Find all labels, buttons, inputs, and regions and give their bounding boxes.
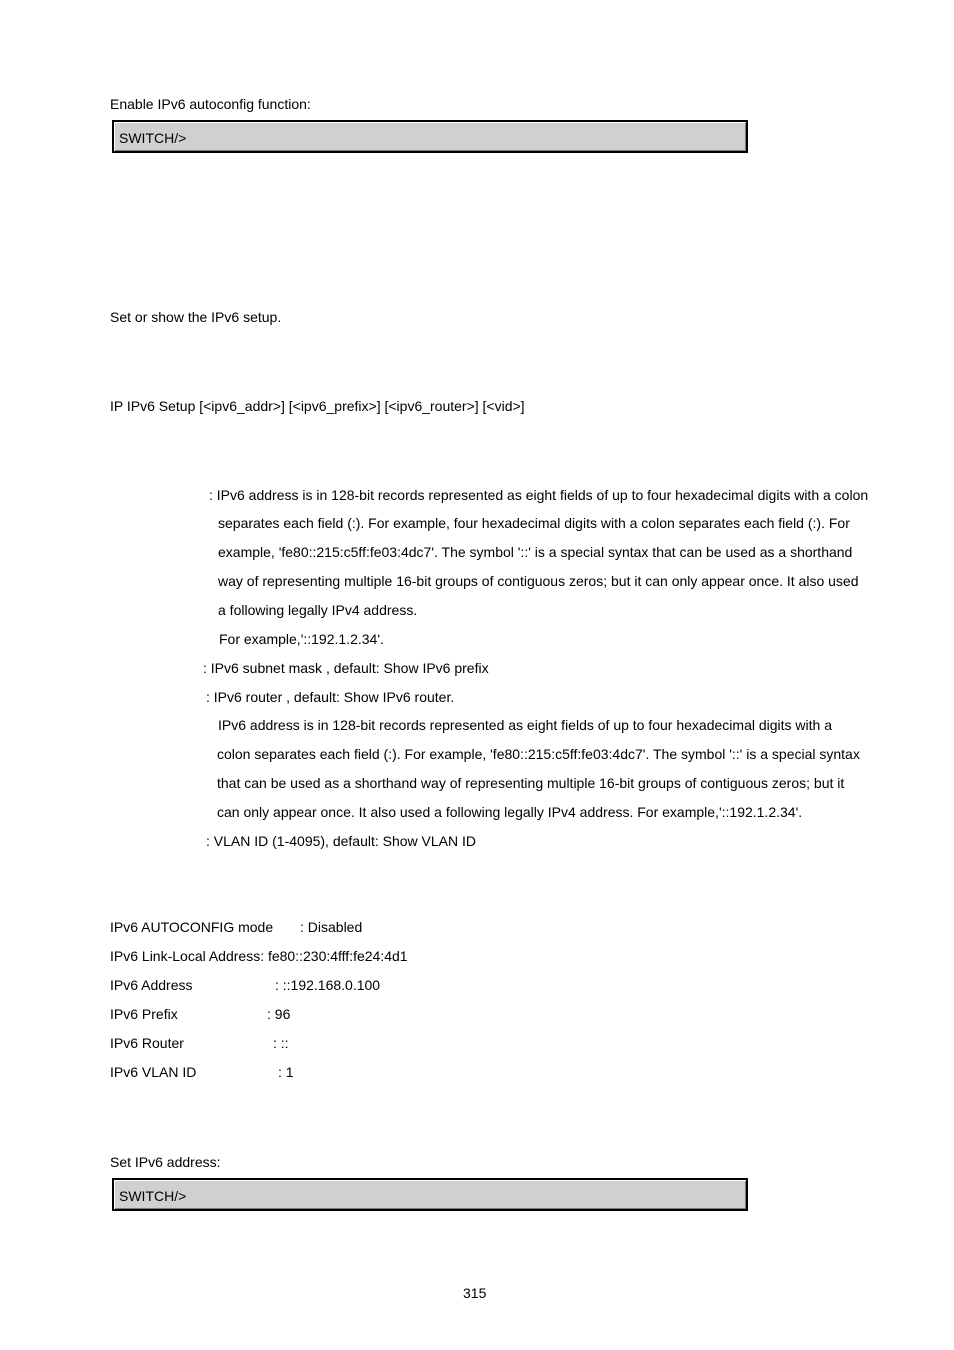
param-router-line: IPv6 address is in 128-bit records represented as eight fields of up to four hexadecimal digits with a xyxy=(218,717,832,733)
enable-autoconfig-heading: Enable IPv6 autoconfig function: xyxy=(110,96,311,112)
param-router-line: can only appear once. It also used a following legally IPv4 address. For example,'::192.1.2.34'. xyxy=(217,804,803,820)
output-value: : ::192.168.0.100 xyxy=(275,977,381,993)
syntax-text: IP IPv6 Setup [<ipv6_addr>] [<ipv6_prefix>] [<ipv6_router>] [<vid>] xyxy=(110,398,525,414)
command-prompt: SWITCH/> xyxy=(119,1188,187,1204)
command-box-enable xyxy=(112,120,748,153)
param-addr-line: way of representing multiple 16-bit groups of contiguous zeros; but it can only appear once. It also used xyxy=(218,573,859,589)
page-number: 315 xyxy=(463,1285,487,1301)
output-label: IPv6 Link-Local Address: fe80::230:4fff:fe24:4d1 xyxy=(110,948,408,964)
output-value: : 96 xyxy=(267,1006,291,1022)
output-value: : :: xyxy=(273,1035,289,1051)
param-addr-line: For example,'::192.1.2.34'. xyxy=(219,631,384,647)
param-addr-line: a following legally IPv4 address. xyxy=(218,602,418,618)
param-router-line: colon separates each field (:). For example, 'fe80::215:c5ff:fe03:4dc7'. The symbol '::' is a special syntax xyxy=(217,746,860,762)
set-address-heading: Set IPv6 address: xyxy=(110,1154,221,1170)
param-prefix: : IPv6 subnet mask , default: Show IPv6 prefix xyxy=(203,660,489,676)
param-addr-line: separates each field (:). For example, four hexadecimal digits with a colon separates each field (:). For xyxy=(218,515,850,531)
output-label: IPv6 Address xyxy=(110,977,193,993)
param-addr-line: example, 'fe80::215:c5ff:fe03:4dc7'. The symbol '::' is a special syntax that can be used as a shorthand xyxy=(218,544,853,560)
command-box-set xyxy=(112,1178,748,1211)
param-vid: : VLAN ID (1-4095), default: Show VLAN ID xyxy=(206,833,477,849)
output-value: : Disabled xyxy=(300,919,363,935)
output-label: IPv6 Router xyxy=(110,1035,184,1051)
command-prompt: SWITCH/> xyxy=(119,130,187,146)
output-label: IPv6 AUTOCONFIG mode xyxy=(110,919,274,935)
output-label: IPv6 Prefix xyxy=(110,1006,178,1022)
param-router-line: : IPv6 router , default: Show IPv6 router. xyxy=(206,689,455,705)
output-value: : 1 xyxy=(278,1064,294,1080)
param-router-line: that can be used as a shorthand way of representing multiple 16-bit groups of contiguous zeros; but it xyxy=(217,775,845,791)
output-label: IPv6 VLAN ID xyxy=(110,1064,197,1080)
param-addr-line: : IPv6 address is in 128-bit records represented as eight fields of up to four hexadecimal digits with a colon xyxy=(209,487,869,503)
description-text: Set or show the IPv6 setup. xyxy=(110,309,282,325)
